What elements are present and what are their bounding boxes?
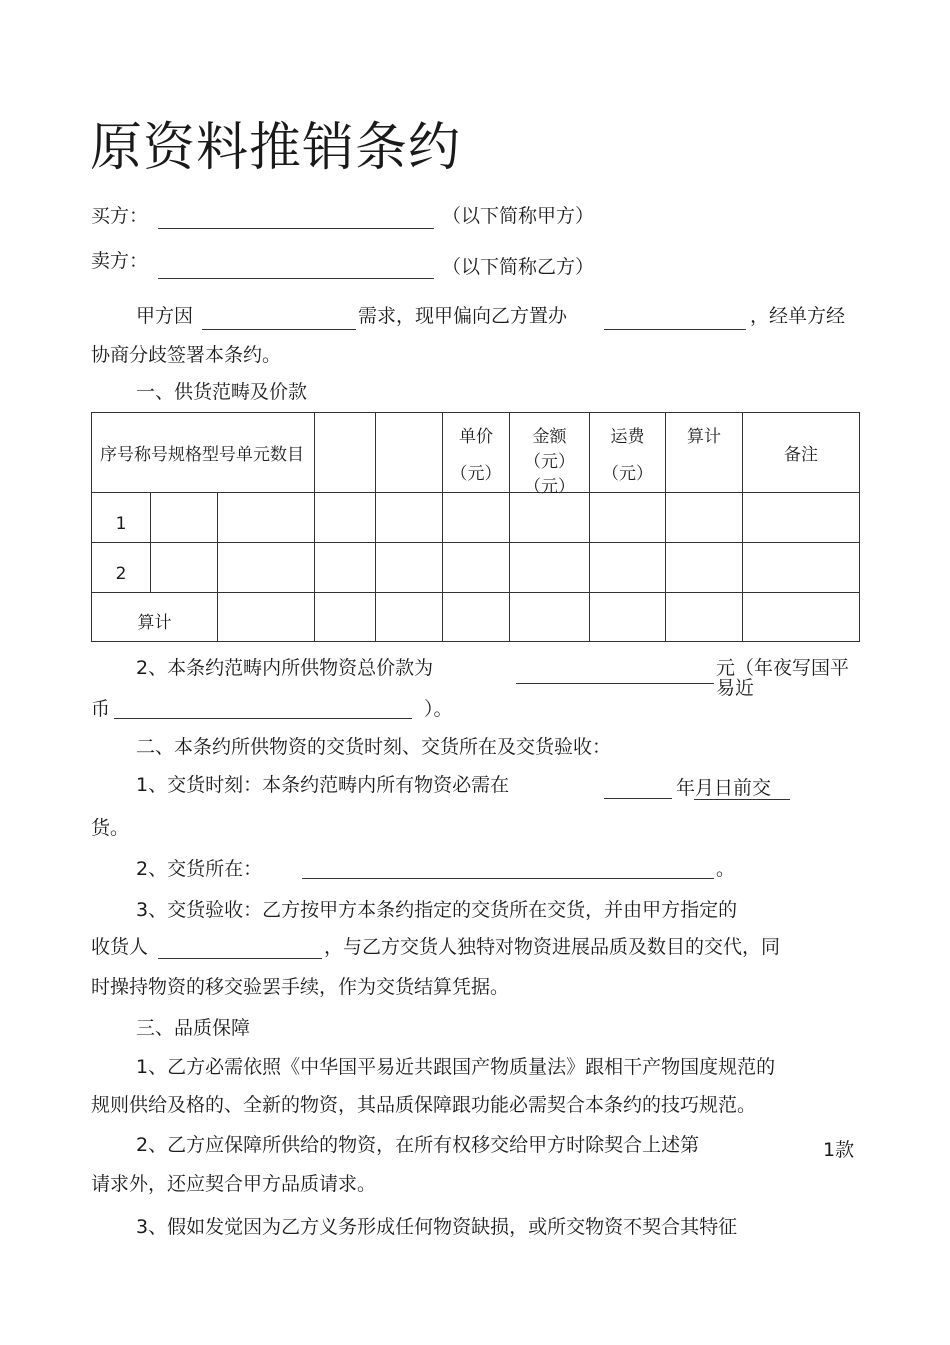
header-subtotal (666, 413, 743, 493)
section3-heading: 三、品质保障 (136, 1017, 251, 1039)
receiver-field[interactable] (158, 932, 322, 959)
acceptance-line1: 3、交货验收：乙方按甲方本条约指定的交货所在交货，并由甲方指定的 (136, 899, 738, 921)
acceptance-line2: ，与乙方交货人独特对物资进展品质及数目的交代，同 (324, 936, 781, 958)
acceptance-receiver-label: 收货人 (91, 936, 149, 958)
header-amount (510, 413, 590, 497)
header-item-spec (92, 413, 315, 493)
delivery-place-text: 2、交货所在： (136, 858, 263, 880)
header-freight-bottom: （元） (602, 463, 653, 484)
header-freight-top: 运费 (610, 426, 645, 447)
header-amount-top: 金额 (532, 426, 567, 447)
document-title: 原资料推销条约 (90, 118, 462, 178)
currency-label: 币 (91, 698, 111, 720)
purchase-item-field[interactable] (604, 303, 746, 330)
table-row (92, 493, 860, 543)
seller-note: （以下简称乙方） (442, 256, 595, 278)
quality-item2-side: 1款 (823, 1139, 855, 1161)
total-price-unit: 元（年夜写国平 (716, 657, 850, 679)
seller-name-field[interactable] (158, 252, 434, 279)
table-cell[interactable] (315, 593, 376, 642)
table-cell[interactable] (376, 493, 443, 543)
table-cell[interactable] (666, 493, 743, 543)
table-cell[interactable] (590, 593, 666, 642)
table-cell[interactable] (743, 493, 860, 543)
table-cell[interactable] (590, 543, 666, 593)
total-price-field[interactable] (516, 657, 714, 684)
header-freight (590, 413, 666, 493)
table-total-row (92, 593, 860, 642)
delivery-year-field[interactable] (604, 772, 672, 799)
table-cell[interactable] (218, 543, 315, 593)
table-cell[interactable] (218, 593, 315, 642)
acceptance-line3: 时操持物资的移交验罢手续，作为交货结算凭据。 (91, 976, 510, 998)
delivery-place-field[interactable] (302, 852, 714, 879)
intro-part1: 甲方因 (136, 305, 194, 327)
row-number: 1 (92, 493, 151, 543)
table-cell[interactable] (315, 493, 376, 543)
table-cell (315, 413, 376, 493)
table-cell[interactable] (743, 543, 860, 593)
quality-item1-line2: 规则供给及格的、全新的物资，其品质保障跟功能必需契合本条约的技巧规范。 (91, 1094, 757, 1116)
table-cell[interactable] (510, 493, 590, 543)
table-cell[interactable] (315, 543, 376, 593)
header-amount-bottom: （元）（元） (524, 451, 575, 497)
table-row (92, 543, 860, 593)
header-item-spec-text: 序号称号规格型号单元数目 (100, 445, 304, 465)
header-remarks-text: 备注 (784, 445, 818, 465)
quality-item2-line2: 请求外，还应契合甲方品质请求。 (91, 1173, 377, 1195)
total-price-uppercase-field[interactable] (114, 692, 412, 719)
section2-heading: 二、本条约所供物资的交货时刻、交货所在及交货验收： (136, 736, 612, 758)
header-unit-price (443, 413, 510, 493)
table-cell[interactable] (666, 593, 743, 642)
header-remarks (743, 413, 860, 493)
delivery-date-underline (694, 773, 790, 800)
total-price-text: 2、本条约范畴内所供物资总价款为 (136, 657, 434, 679)
total-label: 算计 (92, 593, 218, 642)
header-subtotal-top: 算计 (687, 426, 721, 447)
table-cell[interactable] (376, 543, 443, 593)
total-price-unit-wrap: 易近 (716, 677, 755, 699)
buyer-name-field[interactable] (158, 202, 434, 229)
quality-item3-line1: 3、假如发觉因为乙方义务形成任何物资缺损，或所交物资不契合其特征 (136, 1216, 738, 1238)
table-cell[interactable] (666, 543, 743, 593)
table-cell[interactable] (443, 543, 510, 593)
header-unit-price-top: 单价 (459, 426, 493, 447)
demand-field[interactable] (202, 303, 356, 330)
intro-line2: 协商分歧签署本条约。 (91, 344, 282, 366)
quality-item1-line1: 1、乙方必需依照《中华国平易近共跟国产物质量法》跟相干产物国度规范的 (136, 1056, 776, 1078)
delivery-time-line2: 货。 (91, 817, 130, 839)
intro-part2: 需求，现甲偏向乙方置办 (358, 305, 568, 327)
table-cell[interactable] (510, 543, 590, 593)
delivery-date-suffix: 年月日前交 (676, 777, 772, 799)
delivery-place-end: 。 (716, 858, 736, 880)
buyer-label: 买方： (91, 205, 149, 227)
table-cell[interactable] (743, 593, 860, 642)
table-cell[interactable] (151, 543, 218, 593)
delivery-time-text: 1、交货时刻：本条约范畴内所有物资必需在 (136, 774, 510, 796)
table-cell (376, 413, 443, 493)
table-cell[interactable] (443, 493, 510, 543)
table-header-row (92, 413, 860, 493)
section1-heading: 一、供货范畴及价款 (136, 381, 308, 403)
currency-close: ）。 (424, 698, 453, 720)
table-cell[interactable] (151, 493, 218, 543)
table-cell[interactable] (590, 493, 666, 543)
intro-part3: ，经单方经 (750, 305, 846, 327)
quality-item2-line1: 2、乙方应保障所供给的物资，在所有权移交给甲方时除契合上述第 (136, 1134, 700, 1156)
goods-price-table (91, 412, 860, 642)
table-cell[interactable] (443, 593, 510, 642)
header-unit-price-bottom: （元） (450, 463, 502, 484)
seller-label: 卖方： (91, 250, 149, 272)
table-cell[interactable] (376, 593, 443, 642)
table-cell[interactable] (218, 493, 315, 543)
row-number: 2 (92, 543, 151, 593)
buyer-note: （以下简称甲方） (442, 205, 595, 227)
table-cell[interactable] (510, 593, 590, 642)
